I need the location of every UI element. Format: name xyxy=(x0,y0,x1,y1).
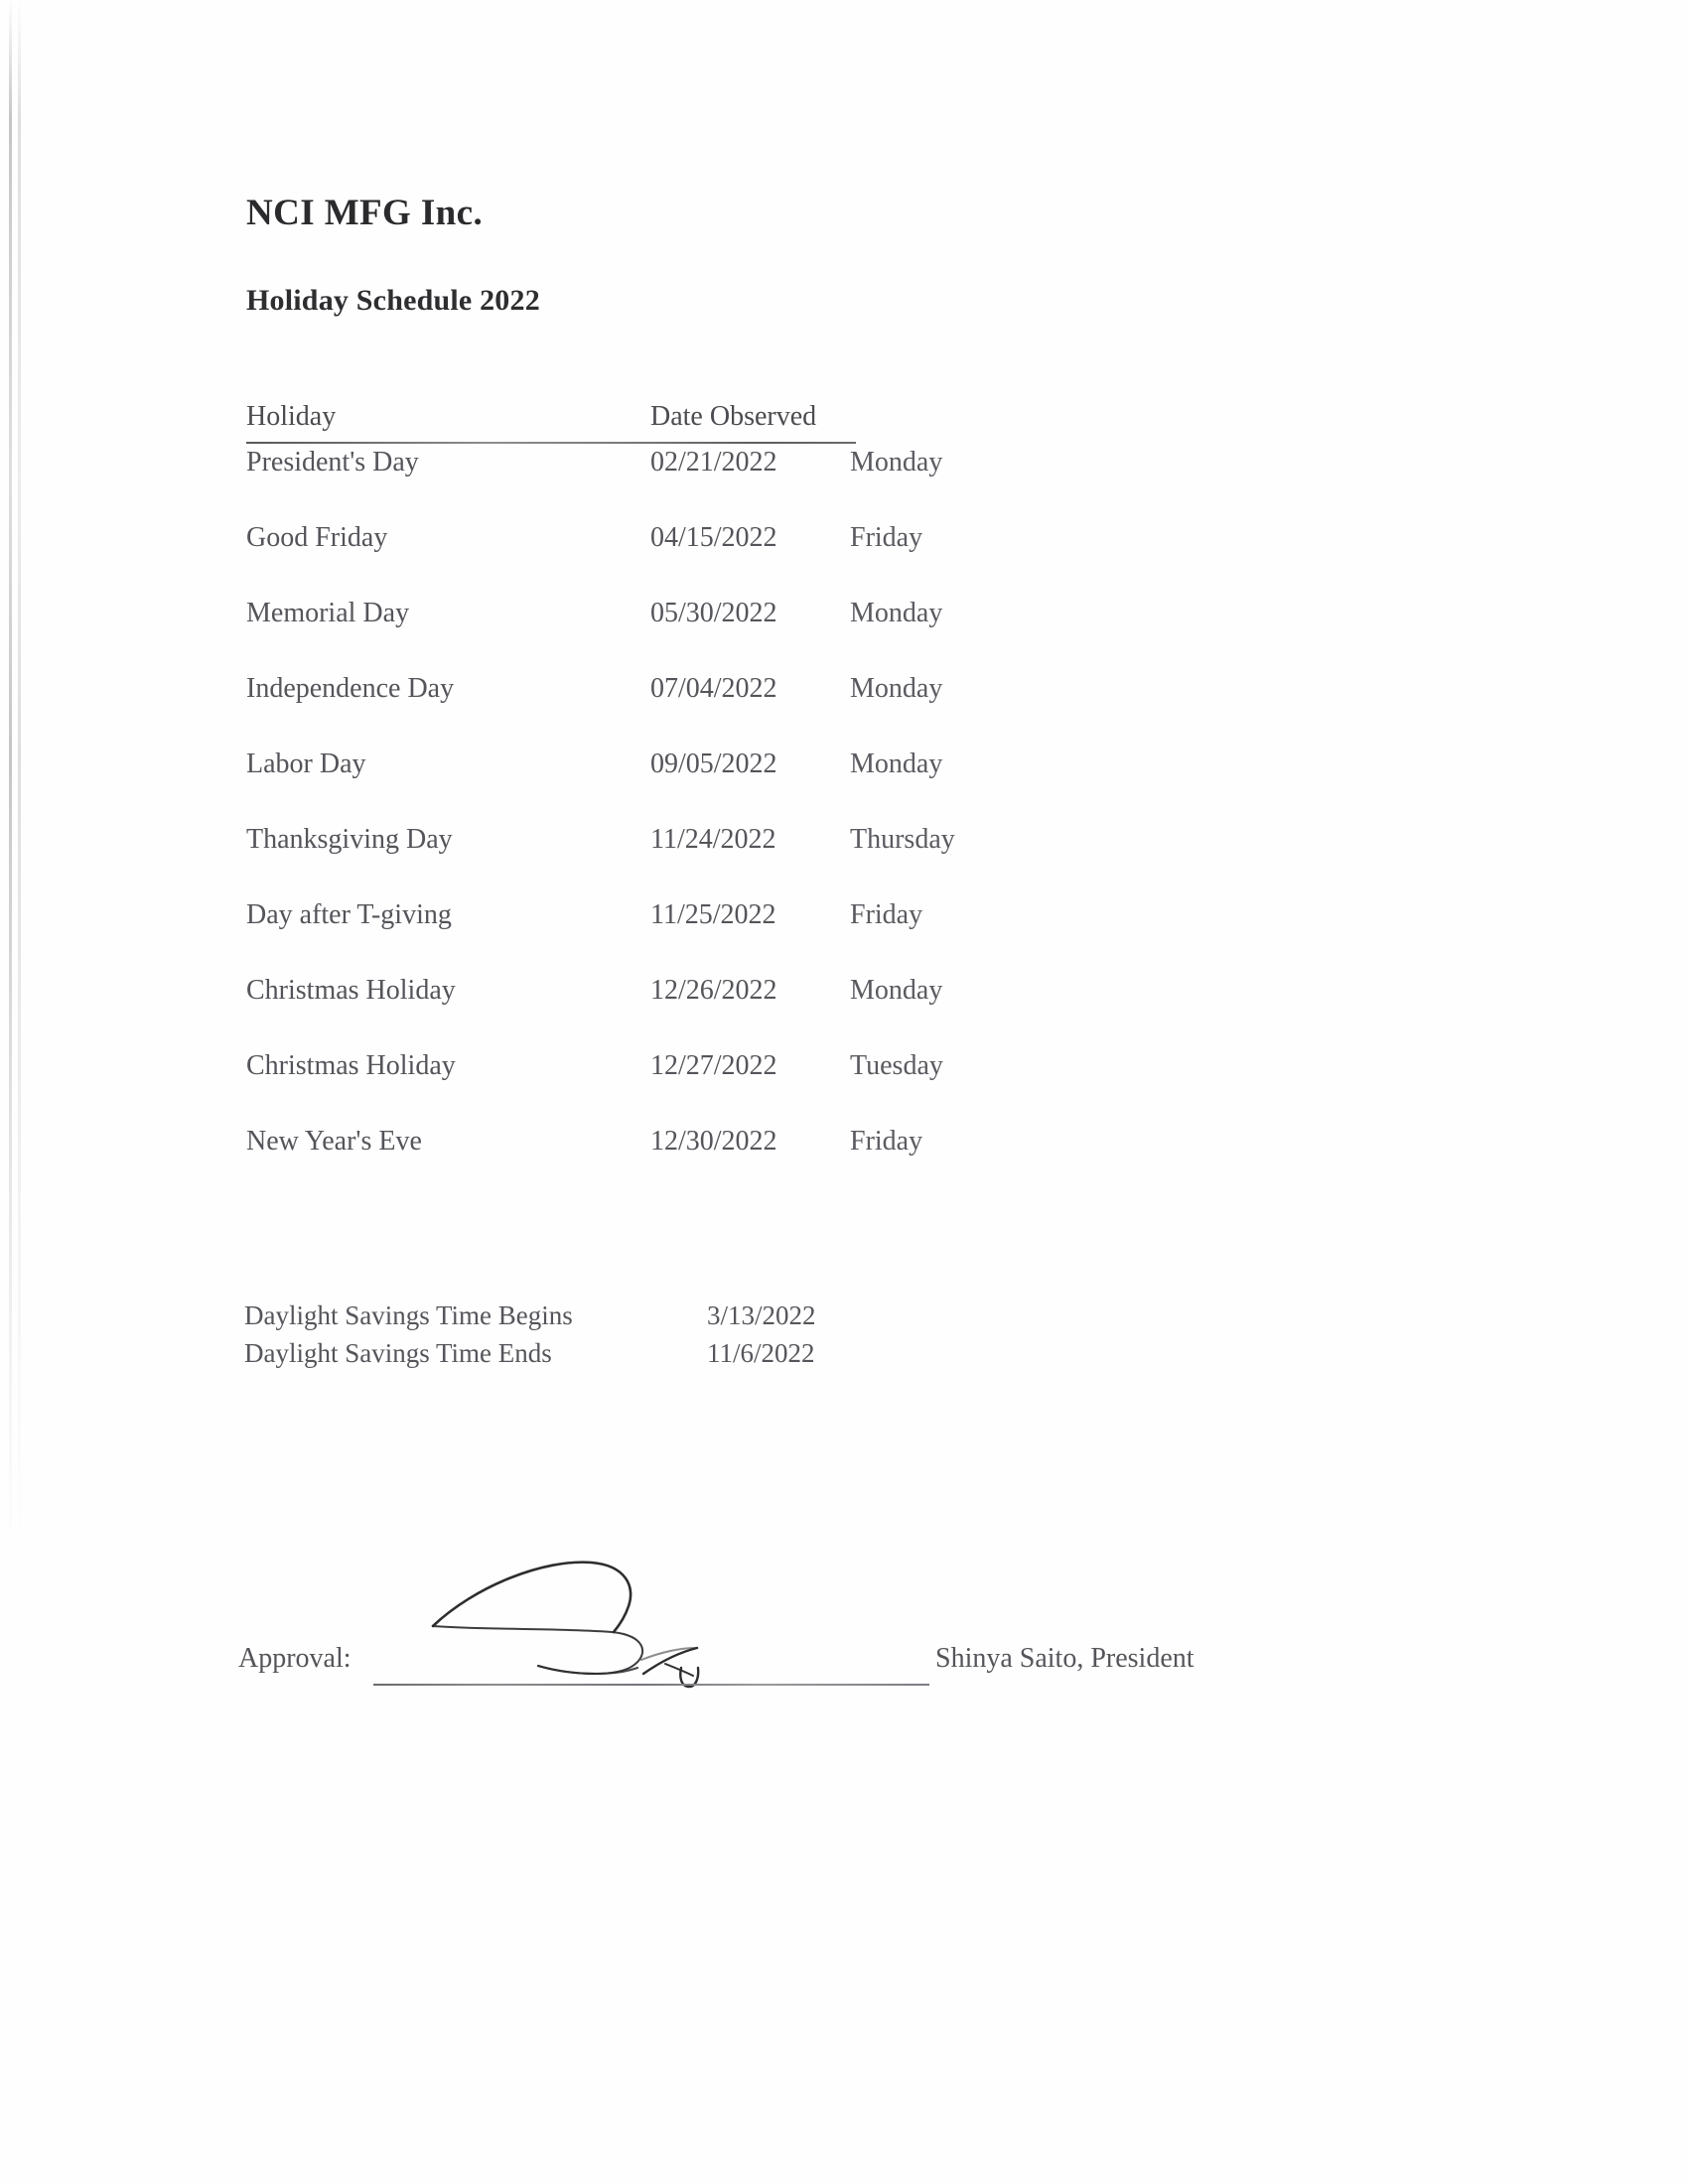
table-row xyxy=(246,447,1239,522)
table-row xyxy=(246,824,1239,899)
table-row xyxy=(246,598,1239,673)
cell-holiday: Christmas Holiday xyxy=(246,1050,456,1081)
cell-weekday: Friday xyxy=(850,1126,923,1157)
cell-date: 11/24/2022 xyxy=(650,824,776,855)
cell-date: 05/30/2022 xyxy=(650,598,777,628)
table-row xyxy=(246,975,1239,1050)
table-row xyxy=(246,899,1239,975)
cell-holiday: Memorial Day xyxy=(246,598,410,628)
cell-weekday: Monday xyxy=(850,673,943,704)
cell-weekday: Thursday xyxy=(850,824,955,855)
cell-weekday: Monday xyxy=(850,975,943,1006)
approval-label: Approval: xyxy=(238,1643,352,1674)
table-row xyxy=(246,673,1239,749)
cell-date: 07/04/2022 xyxy=(650,673,777,704)
cell-weekday: Monday xyxy=(850,749,943,779)
cell-holiday: New Year's Eve xyxy=(246,1126,422,1157)
daylight-savings-block xyxy=(244,1300,1039,1376)
signature-line[interactable] xyxy=(373,1684,929,1686)
table-header-row xyxy=(246,401,1239,447)
cell-holiday: Thanksgiving Day xyxy=(246,824,453,855)
cell-holiday: Good Friday xyxy=(246,522,388,553)
cell-weekday: Tuesday xyxy=(850,1050,943,1081)
table-row xyxy=(246,1126,1239,1201)
cell-date: 09/05/2022 xyxy=(650,749,777,779)
table-row xyxy=(246,522,1239,598)
daylight-savings-ends-label: Daylight Savings Time Ends xyxy=(244,1338,552,1368)
daylight-savings-ends-row xyxy=(244,1338,1039,1376)
holiday-schedule-table xyxy=(246,401,1239,1201)
column-header-holiday: Holiday xyxy=(246,401,337,432)
cell-weekday: Friday xyxy=(850,522,923,553)
daylight-savings-begins-row xyxy=(244,1300,1039,1338)
daylight-savings-ends-date: 11/6/2022 xyxy=(707,1338,815,1368)
cell-date: 12/27/2022 xyxy=(650,1050,777,1081)
cell-holiday: Labor Day xyxy=(246,749,366,779)
signer-name: Shinya Saito, President xyxy=(935,1643,1195,1674)
scan-edge-artifact-secondary xyxy=(18,0,21,2184)
cell-holiday: Christmas Holiday xyxy=(246,975,456,1006)
cell-weekday: Monday xyxy=(850,447,943,478)
table-row xyxy=(246,1050,1239,1126)
cell-weekday: Friday xyxy=(850,899,923,930)
cell-date: 11/25/2022 xyxy=(650,899,776,930)
cell-holiday: Day after T-giving xyxy=(246,899,452,930)
cell-weekday: Monday xyxy=(850,598,943,628)
daylight-savings-begins-label: Daylight Savings Time Begins xyxy=(244,1300,573,1330)
header-underline xyxy=(246,442,856,444)
cell-date: 04/15/2022 xyxy=(650,522,777,553)
scan-edge-artifact xyxy=(9,0,12,2184)
column-header-date-observed: Date Observed xyxy=(650,401,817,432)
page-title: Holiday Schedule 2022 xyxy=(246,284,540,317)
cell-date: 12/30/2022 xyxy=(650,1126,777,1157)
cell-date: 12/26/2022 xyxy=(650,975,777,1006)
company-name: NCI MFG Inc. xyxy=(246,193,484,233)
table-row xyxy=(246,749,1239,824)
daylight-savings-begins-date: 3/13/2022 xyxy=(707,1300,816,1330)
cell-holiday: Independence Day xyxy=(246,673,455,704)
cell-date: 02/21/2022 xyxy=(650,447,777,478)
cell-holiday: President's Day xyxy=(246,447,419,478)
signature-mark xyxy=(415,1549,733,1693)
